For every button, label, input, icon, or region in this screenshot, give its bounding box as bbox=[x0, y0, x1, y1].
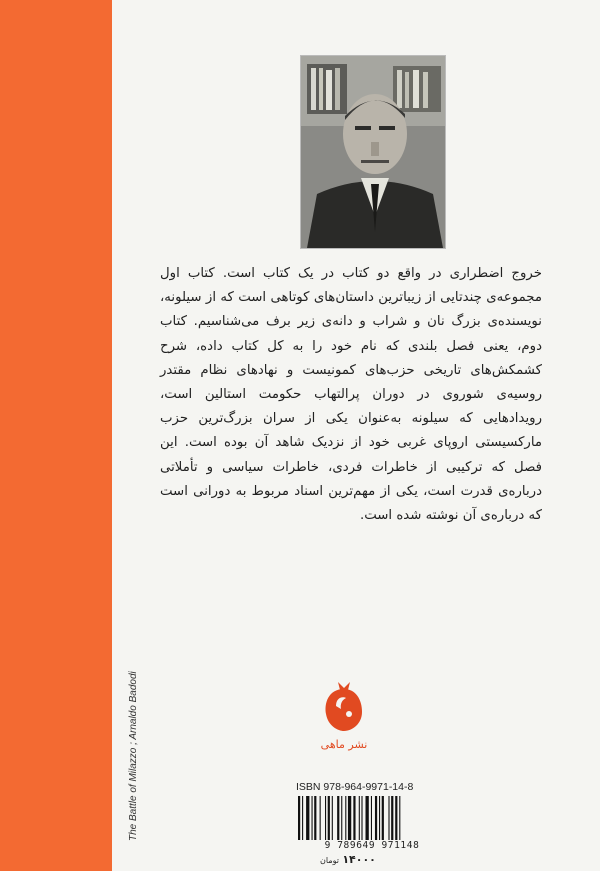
price-value: ۱۴۰۰۰ bbox=[342, 853, 376, 866]
publisher-name: نشر ماهی bbox=[320, 738, 368, 751]
price-unit: تومان bbox=[320, 856, 339, 865]
orange-spine-stripe bbox=[0, 0, 112, 871]
isbn-label: ISBN 978-964-9971-14-8 bbox=[296, 781, 414, 793]
spine-title: The Battle of Milazzo ; Arnaldo Badodi bbox=[128, 671, 139, 841]
publisher-logo bbox=[320, 676, 368, 758]
author-photo bbox=[300, 55, 446, 249]
price bbox=[320, 853, 376, 866]
barcode-digits: 9 789649 971148 bbox=[324, 840, 420, 851]
pomegranate-logo-icon bbox=[322, 676, 366, 732]
blurb-paragraph: خروج اضطراری در واقع دو کتاب در یک کتاب است. کتاب اول مجموعه‌ی چندتایی از زیباترین داستان‌های کوتاهی است که از سیلونه، نویسنده‌ی بزرگ نان و شراب و دانه‌ی زیر برف می‌شناسیم. کتاب دوم، یعنی فصل بلندی که نام خود را به کل کتاب داده، شرح کشمکش‌های تاریخی حزب‌های کمونیست و نهادهای نظام مقتدر روسیه‌ی شوروی در دوران پرالتهاب حکومت استالین است، رویدادهایی که سیلونه به‌عنوان یکی از سران بزرگ‌ترین حزب مارکسیستی اروپای غربی خود از نزدیک شاهد آن بوده است. این فصل که ترکیبی از خاطرات فردی، خاطرات سیاسی و تأملاتی درباره‌ی قدرت است، یکی از مهم‌ترین اسناد مربوط به دورانی است که درباره‌ی آن نوشته شده است. bbox=[160, 266, 542, 524]
barcode bbox=[296, 796, 444, 840]
